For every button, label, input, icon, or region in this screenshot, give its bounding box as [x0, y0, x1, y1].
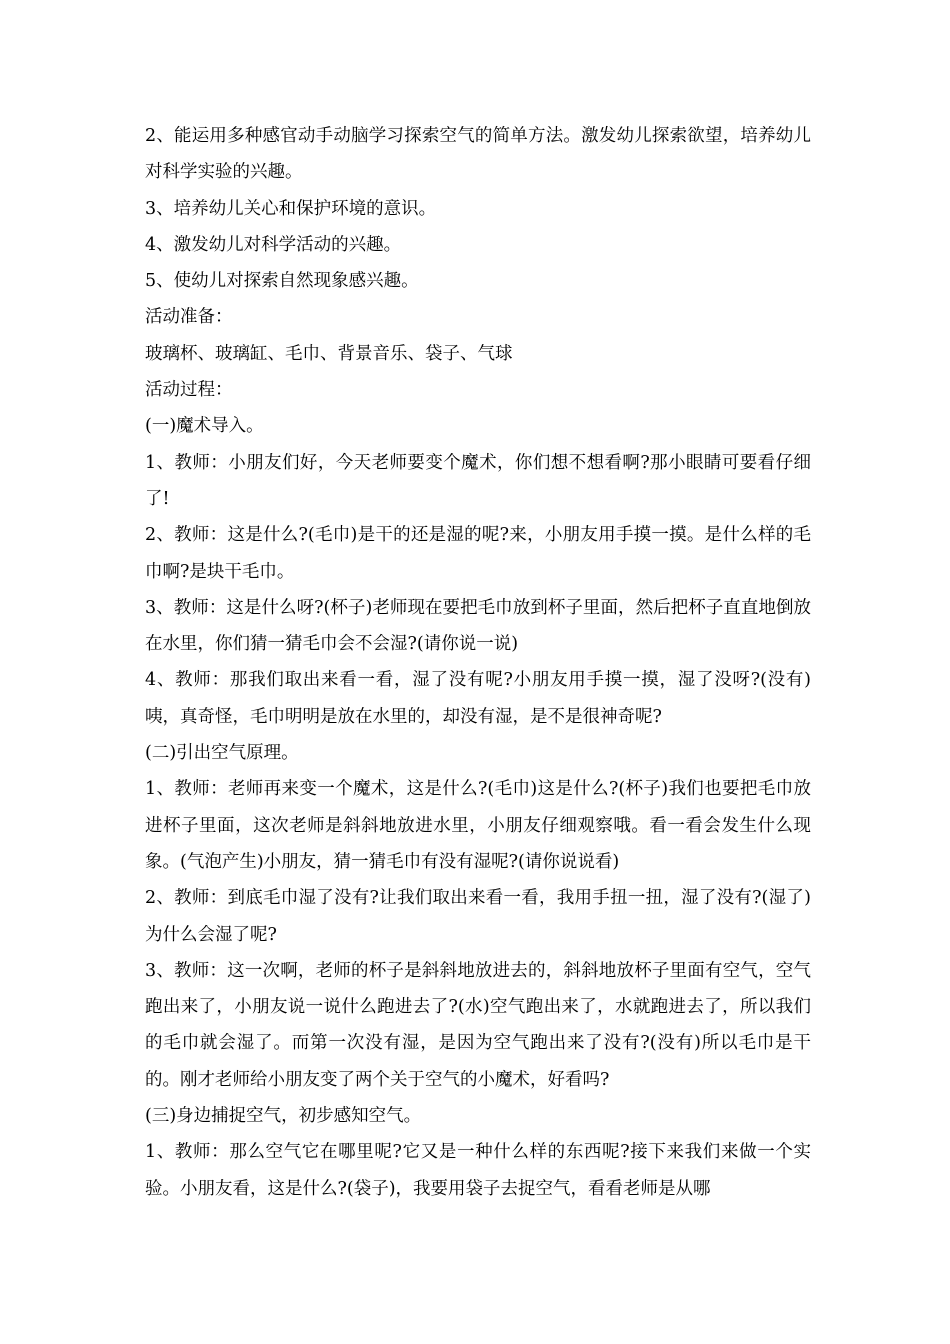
paragraph: 玻璃杯、玻璃缸、毛巾、背景音乐、袋子、气球	[145, 343, 513, 364]
paragraph: 1、教师：老师再来变一个魔术，这是什么?(毛巾)这是什么?(杯子)我们也要把毛巾放进杯子里面，这次老师是斜斜地放进水里，小朋友仔细观察哦。看一看会发生什么现象。(气泡产生)小朋友，猜一猜毛巾有没有湿呢?(请你说说看)	[145, 779, 811, 872]
paragraph: 2、教师：到底毛巾湿了没有?让我们取出来看一看，我用手扭一扭，湿了没有?(湿了)为什么会湿了呢?	[145, 888, 811, 945]
paragraph: 3、培养幼儿关心和保护环境的意识。	[145, 198, 437, 219]
paragraph: 1、教师：小朋友们好，今天老师要变个魔术，你们想不想看啊?那小眼睛可要看仔细了!	[145, 452, 811, 509]
paragraph: 3、教师：这一次啊，老师的杯子是斜斜地放进去的，斜斜地放杯子里面有空气，空气跑出来了，小朋友说一说什么跑进去了?(水)空气跑出来了，水就跑进去了，所以我们的毛巾就会湿了。而第一次没有湿，是因为空气跑出来了没有?(没有)所以毛巾是干的。刚才老师给小朋友变了两个关于空气的小魔术，好看吗?	[145, 960, 811, 1090]
document-body	[145, 118, 811, 1207]
paragraph: 3、教师：这是什么呀?(杯子)老师现在要把毛巾放到杯子里面，然后把杯子直直地倒放在水里，你们猜一猜毛巾会不会湿?(请你说一说)	[145, 597, 811, 655]
paragraph: 4、教师：那我们取出来看一看，湿了没有呢?小朋友用手摸一摸，湿了没呀?(没有)咦，真奇怪，毛巾明明是放在水里的，却没有湿，是不是很神奇呢?	[145, 670, 811, 727]
section-label: 活动过程：	[145, 380, 233, 401]
section-label: 活动准备：	[145, 307, 233, 328]
section-heading: (三)身边捕捉空气，初步感知空气。	[145, 1106, 422, 1127]
paragraph: 4、激发幼儿对科学活动的兴趣。	[145, 234, 402, 255]
section-heading: (一)魔术导入。	[145, 416, 264, 437]
section-heading: (二)引出空气原理。	[145, 743, 299, 764]
paragraph: 2、能运用多种感官动手动脑学习探索空气的简单方法。激发幼儿探索欲望，培养幼儿对科学实验的兴趣。	[145, 126, 811, 183]
paragraph: 2、教师：这是什么?(毛巾)是干的还是湿的呢?来，小朋友用手摸一摸。是什么样的毛巾啊?是块干毛巾。	[145, 525, 811, 582]
paragraph: 5、使幼儿对探索自然现象感兴趣。	[145, 271, 419, 292]
paragraph: 1、教师：那么空气它在哪里呢?它又是一种什么样的东西呢?接下来我们来做一个实验。小朋友看，这是什么?(袋子)，我要用袋子去捉空气，看看老师是从哪	[145, 1142, 811, 1199]
